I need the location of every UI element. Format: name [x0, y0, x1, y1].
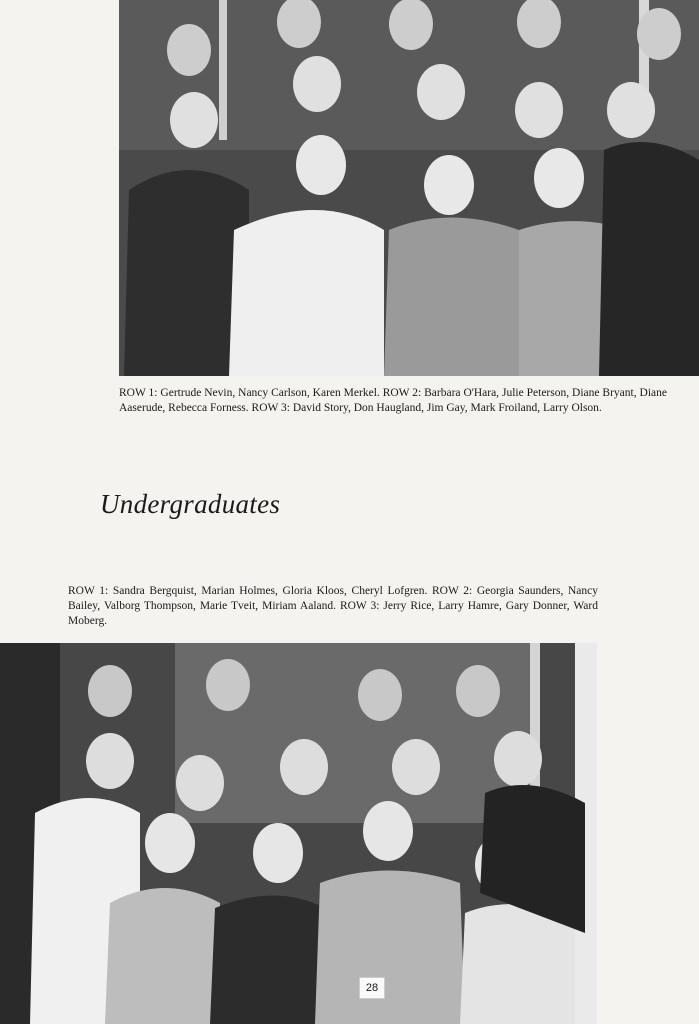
bottom-photo-caption: ROW 1: Sandra Bergquist, Marian Holmes, Gloria Kloos, Cheryl Lofgren. ROW 2: Georgia Saunders, Nancy Bailey, Valborg Thompson, Marie Tveit, Miriam Aaland. ROW 3: Jerry Rice, Larry Hamre, Gary Donner, Ward Moberg. — [68, 585, 598, 627]
group-photo-top — [119, 0, 699, 376]
top-photo-caption: ROW 1: Gertrude Nevin, Nancy Carlson, Karen Merkel. ROW 2: Barbara O'Hara, Julie Peterson, Diane Bryant, Diane Aaserude, Rebecca Forness. ROW 3: David Story, Don Haugland, Jim Gay, Mark Froiland, Larry Olson. — [119, 387, 667, 414]
group-photo-bottom — [0, 643, 597, 1024]
group-photo-bottom-image — [0, 643, 597, 1024]
group-photo-top-image — [119, 0, 699, 376]
section-heading: Undergraduates — [100, 489, 281, 519]
page-number: 28 — [359, 977, 385, 999]
